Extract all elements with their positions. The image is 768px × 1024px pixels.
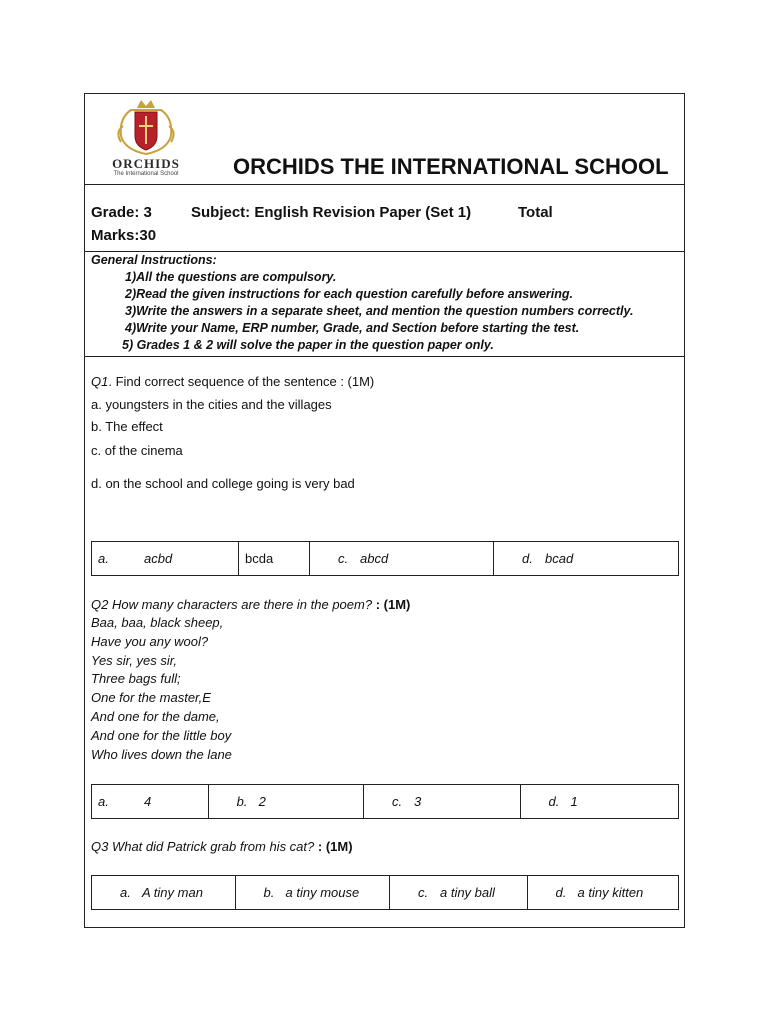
q2-option-b[interactable]: b. 2 <box>209 785 364 818</box>
q1-option-a[interactable]: a. acbd <box>92 542 239 575</box>
q2-option-c[interactable]: c. 3 <box>364 785 520 818</box>
instruction-item: 3)Write the answers in a separate sheet, and mention the question numbers correctly. <box>125 304 634 318</box>
instruction-item: 1)All the questions are compulsory. <box>125 270 337 284</box>
q3-option-d[interactable]: d. a tiny kitten <box>555 885 644 900</box>
q1-fragment-d: d. on the school and college going is very bad <box>91 476 355 491</box>
q1-options-table <box>91 541 679 576</box>
q3-question <box>91 839 353 854</box>
q1-question <box>91 374 374 389</box>
poem-line: Yes sir, yes sir, <box>91 653 177 668</box>
paper-meta <box>85 184 684 252</box>
instructions-heading: General Instructions: <box>91 253 217 267</box>
poem-line: And one for the dame, <box>91 709 220 724</box>
crest-icon <box>101 96 191 156</box>
q1-fragment-c: c. of the cinema <box>91 443 183 458</box>
q3-marks: : (1M) <box>317 839 353 854</box>
grade-label: Grade: 3 <box>91 204 152 221</box>
q1-option-d[interactable]: d. bcad <box>522 551 574 566</box>
q1-prompt: . Find correct sequence of the sentence : (1M) <box>108 374 375 389</box>
general-instructions <box>85 251 684 357</box>
logo-wordmark: ORCHIDS <box>112 156 180 171</box>
paper-header <box>85 94 684 185</box>
exam-paper-frame <box>84 93 685 928</box>
logo-tagline: The International School <box>113 171 179 177</box>
q1-fragment-b: b. The effect <box>91 419 163 434</box>
poem-line: One for the master,E <box>91 690 211 705</box>
poem-line: Baa, baa, black sheep, <box>91 615 224 630</box>
subject-label: Subject: English Revision Paper (Set 1) <box>191 204 472 221</box>
q2-question <box>91 597 410 612</box>
q2-option-d[interactable]: d. 1 <box>548 794 578 809</box>
q3-option-b[interactable]: b. a tiny mouse <box>236 876 390 909</box>
instruction-item: 4)Write your Name, ERP number, Grade, and Section before starting the test. <box>125 321 580 335</box>
q2-options-table <box>91 784 679 819</box>
poem-line: And one for the little boy <box>91 728 232 743</box>
q3-prompt: Q3 What did Patrick grab from his cat? <box>91 839 318 854</box>
total-label: Total <box>518 204 553 221</box>
q3-option-a[interactable]: a. A tiny man <box>92 876 236 909</box>
poem-line: Who lives down the lane <box>91 747 232 762</box>
q2-option-a[interactable]: a. 4 <box>92 785 209 818</box>
q1-option-c[interactable]: c. abcd <box>310 542 494 575</box>
instruction-item: 2)Read the given instructions for each question carefully before answering. <box>125 287 574 301</box>
q1-number: Q1 <box>91 374 109 389</box>
q2-prompt: Q2 How many characters are there in the poem? <box>91 597 376 612</box>
marks-label: Marks:30 <box>91 227 157 244</box>
q2-marks: : (1M) <box>375 597 411 612</box>
q3-options-table <box>91 875 679 910</box>
poem-line: Have you any wool? <box>91 634 209 649</box>
q1-fragment-a: a. youngsters in the cities and the villages <box>91 397 332 412</box>
school-logo <box>101 96 191 182</box>
poem-line: Three bags full; <box>91 671 181 686</box>
instruction-item: 5) Grades 1 & 2 will solve the paper in the question paper only. <box>122 338 494 352</box>
school-title: ORCHIDS THE INTERNATIONAL SCHOOL <box>233 154 669 179</box>
q3-option-c[interactable]: c. a tiny ball <box>390 876 528 909</box>
q1-option-b[interactable]: bcda <box>239 542 310 575</box>
